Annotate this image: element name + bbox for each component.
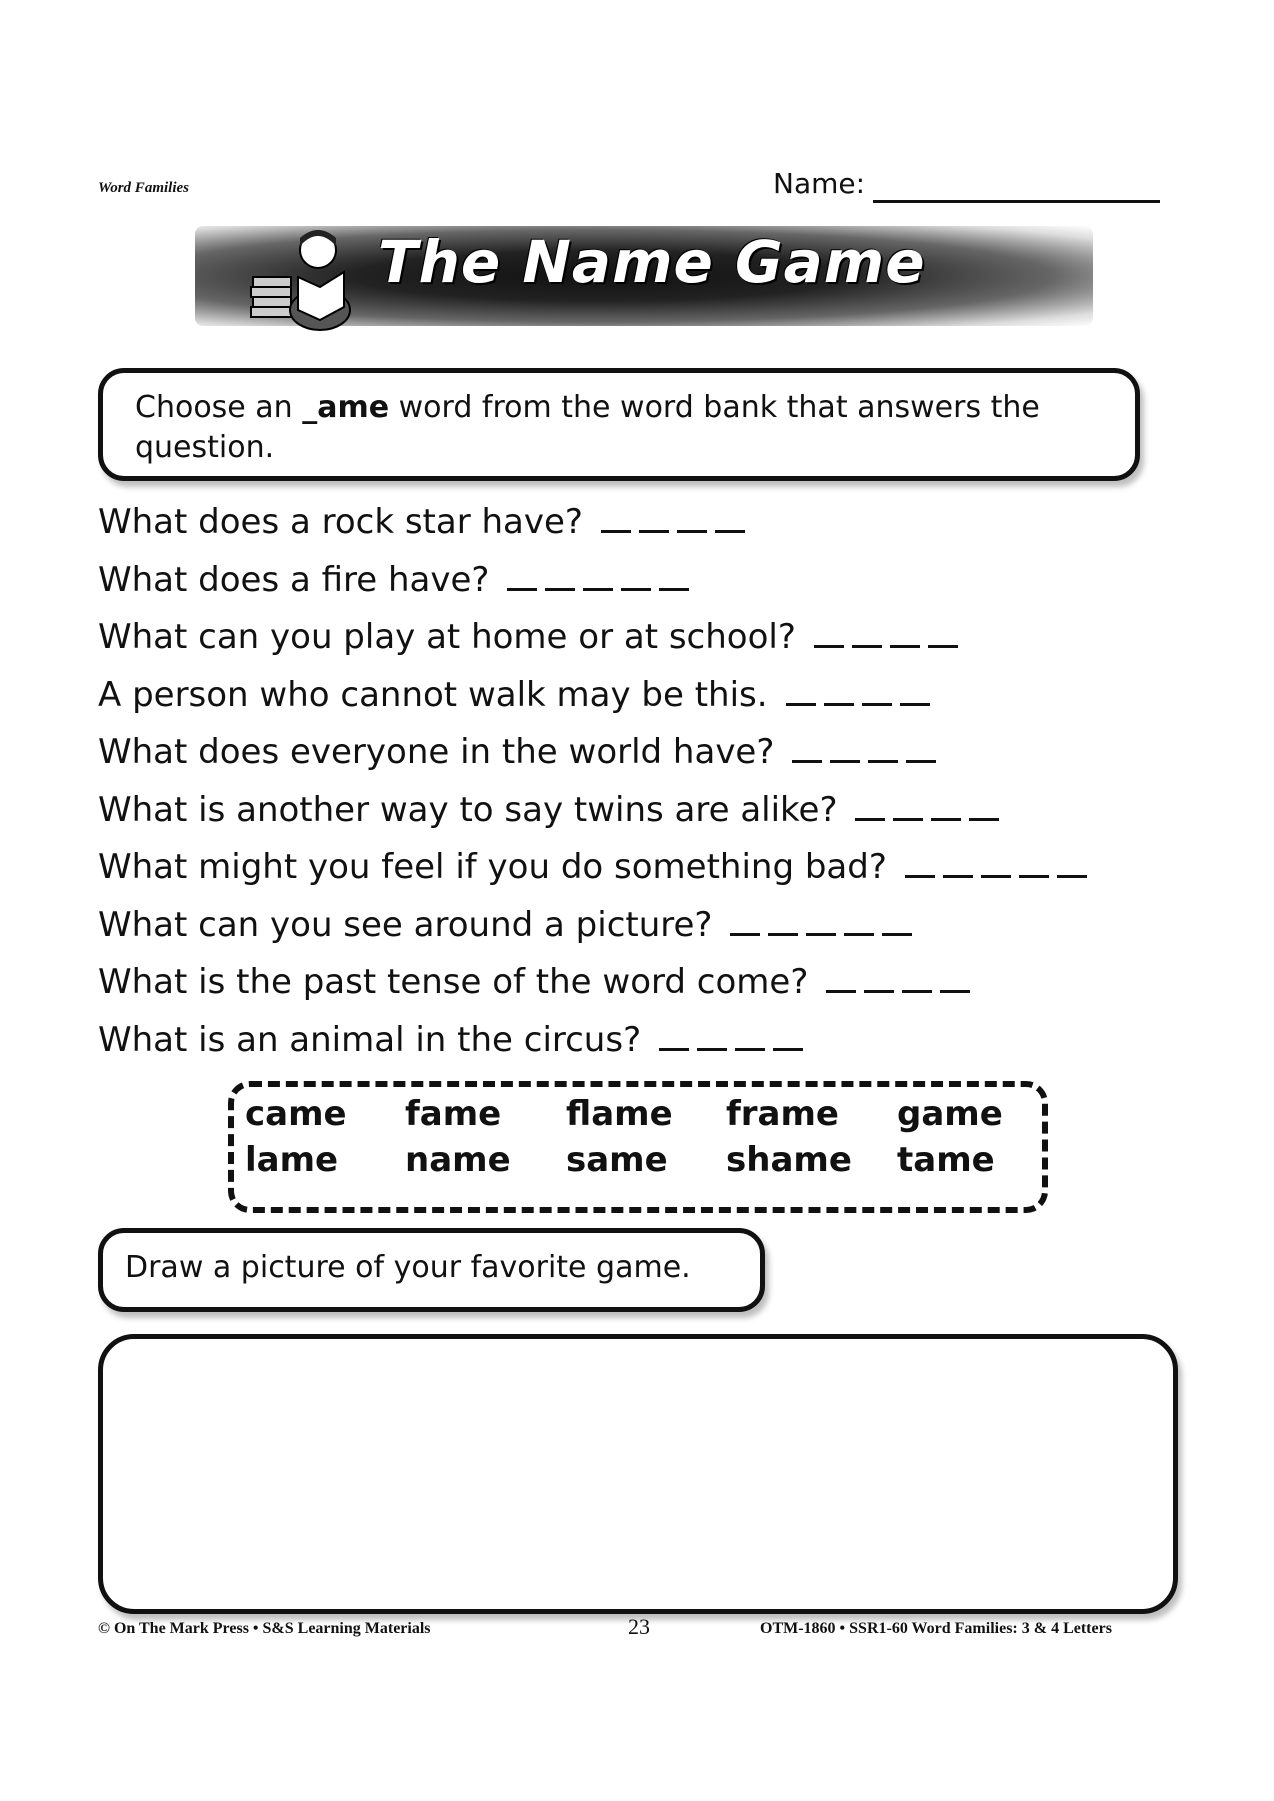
letter-blank[interactable]: [677, 502, 707, 533]
answer-blanks[interactable]: [722, 905, 912, 945]
word-bank-word: name: [405, 1140, 511, 1180]
drawing-area[interactable]: [98, 1334, 1178, 1614]
letter-blank[interactable]: [545, 560, 575, 591]
word-bank-word: lame: [245, 1140, 339, 1180]
question-row: [98, 675, 930, 715]
letter-blank[interactable]: [583, 560, 613, 591]
answer-blanks[interactable]: [778, 675, 930, 715]
letter-blank[interactable]: [905, 847, 935, 878]
letter-blank[interactable]: [852, 617, 882, 648]
question-text: What is an animal in the circus?: [98, 1019, 642, 1060]
instruction-text: Choose an _ame word from the word bank that answers the question.: [135, 390, 1040, 465]
answer-blanks[interactable]: [897, 847, 1087, 887]
letter-blank[interactable]: [730, 905, 760, 936]
question-text: What might you feel if you do something bad?: [98, 847, 887, 887]
letter-blank[interactable]: [659, 560, 689, 591]
letter-blank[interactable]: [735, 1020, 765, 1051]
question-row: [98, 617, 958, 657]
letter-blank[interactable]: [981, 847, 1011, 878]
letter-blank[interactable]: [882, 905, 912, 936]
letter-blank[interactable]: [601, 502, 631, 533]
letter-blank[interactable]: [792, 732, 822, 763]
letter-blank[interactable]: [906, 732, 936, 763]
question-row: [98, 1020, 803, 1060]
letter-blank[interactable]: [1057, 847, 1087, 878]
letter-blank[interactable]: [844, 905, 874, 936]
footer-copyright: © On The Mark Press • S&S Learning Materials: [98, 1620, 431, 1637]
question-row: [98, 560, 689, 600]
page-title: The Name Game: [378, 228, 926, 296]
word-bank-word: flame: [566, 1094, 673, 1134]
letter-blank[interactable]: [940, 962, 970, 993]
letter-blank[interactable]: [826, 962, 856, 993]
footer-product: OTM-1860 • SSR1-60 Word Families: 3 & 4 Letters: [760, 1620, 1112, 1637]
question-text: What does a fire have?: [98, 559, 490, 600]
letter-blank[interactable]: [773, 1020, 803, 1051]
answer-blanks[interactable]: [499, 560, 689, 600]
letter-blank[interactable]: [943, 847, 973, 878]
letter-blank[interactable]: [900, 675, 930, 706]
answer-blanks[interactable]: [784, 732, 936, 772]
question-text: A person who cannot walk may be this.: [98, 674, 768, 715]
letter-blank[interactable]: [814, 617, 844, 648]
name-field[interactable]: [873, 200, 1160, 203]
letter-blank[interactable]: [507, 560, 537, 591]
question-row: [98, 905, 912, 945]
letter-blank[interactable]: [830, 732, 860, 763]
section-label: Word Families: [98, 180, 189, 196]
answer-blanks[interactable]: [818, 962, 970, 1002]
letter-blank[interactable]: [768, 905, 798, 936]
question-text: What does a rock star have?: [98, 502, 583, 542]
word-bank-word: frame: [726, 1094, 839, 1134]
letter-blank[interactable]: [868, 732, 898, 763]
letter-blank[interactable]: [697, 1020, 727, 1051]
name-label: Name:: [773, 167, 866, 200]
girl-reading-illustration: [248, 222, 368, 332]
letter-blank[interactable]: [969, 790, 999, 821]
question-row: [98, 847, 1087, 887]
question-text: What can you see around a picture?: [98, 904, 713, 945]
answer-blanks[interactable]: [806, 617, 958, 657]
question-text: What can you play at home or at school?: [98, 617, 796, 657]
question-row: [98, 962, 970, 1002]
letter-blank[interactable]: [824, 675, 854, 706]
letter-blank[interactable]: [786, 675, 816, 706]
question-text: What does everyone in the world have?: [98, 732, 775, 772]
question-row: [98, 502, 745, 542]
question-text: What is the past tense of the word come?: [98, 962, 809, 1002]
word-bank-word: came: [245, 1094, 347, 1134]
question-row: [98, 790, 999, 830]
question-row: [98, 732, 936, 772]
word-bank-word: game: [897, 1094, 1003, 1134]
letter-blank[interactable]: [855, 790, 885, 821]
letter-blank[interactable]: [890, 617, 920, 648]
page-number: 23: [628, 1614, 650, 1639]
draw-instruction-text: Draw a picture of your favorite game.: [125, 1250, 691, 1285]
letter-blank[interactable]: [621, 560, 651, 591]
letter-blank[interactable]: [864, 962, 894, 993]
letter-blank[interactable]: [862, 675, 892, 706]
word-bank-word: same: [566, 1140, 668, 1180]
answer-blanks[interactable]: [847, 790, 999, 830]
letter-blank[interactable]: [928, 617, 958, 648]
word-bank-word: tame: [897, 1140, 995, 1180]
letter-blank[interactable]: [715, 502, 745, 533]
word-bank-word: fame: [405, 1094, 502, 1134]
letter-blank[interactable]: [1019, 847, 1049, 878]
letter-blank[interactable]: [639, 502, 669, 533]
answer-blanks[interactable]: [593, 502, 745, 542]
letter-blank[interactable]: [806, 905, 836, 936]
answer-blanks[interactable]: [651, 1020, 803, 1060]
letter-blank[interactable]: [659, 1020, 689, 1051]
word-bank-word: shame: [726, 1140, 852, 1180]
question-text: What is another way to say twins are alike?: [98, 789, 838, 830]
letter-blank[interactable]: [893, 790, 923, 821]
letter-blank[interactable]: [902, 962, 932, 993]
letter-blank[interactable]: [931, 790, 961, 821]
